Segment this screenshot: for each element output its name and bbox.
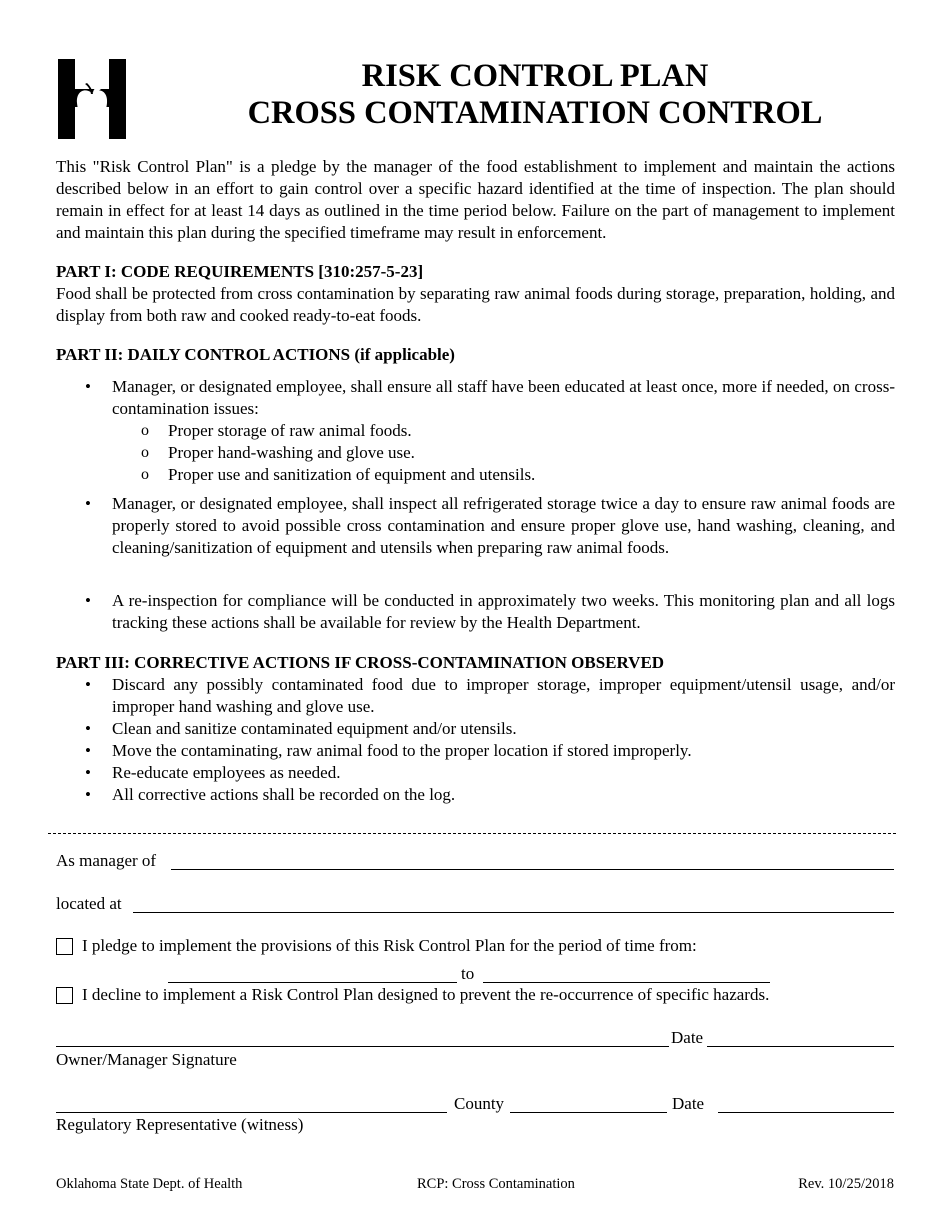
location-field[interactable] bbox=[133, 912, 894, 913]
footer-form-name: RCP: Cross Contamination bbox=[417, 1176, 575, 1192]
regulatory-label: Regulatory Representative (witness) bbox=[56, 1115, 304, 1134]
owner-date-field[interactable] bbox=[707, 1046, 894, 1047]
part3-item: • Re-educate employees as needed. bbox=[56, 762, 895, 784]
part2-sub-list bbox=[112, 420, 895, 486]
part2-bullet-2: • Manager, or designated employee, shall inspect all refrigerated storage twice a day to ensure raw animal foods are properly stored to avoid possible cross contamination and ensure proper glove use, hand washing, cleaning, and cleaning/sanitization of equipment and utensils when preparing raw animal foods. bbox=[56, 493, 895, 559]
part3-item: • Discard any possibly contaminated food due to improper storage, improper equipment/utensil usage, and/or improper hand washing and glove use. bbox=[56, 674, 895, 718]
part3-list bbox=[56, 674, 895, 806]
intro-paragraph: This "Risk Control Plan" is a pledge by the manager of the food establishment to implement and maintain the actions described below in an effort to gain control over a specific hazard identified at the time of inspection. The plan should remain in effect for at least 14 days as outlined in the time period below. Failure on the part of management to implement and maintain this plan during the specified timeframe may result in enforcement. bbox=[56, 157, 895, 242]
period-from-field[interactable] bbox=[168, 982, 457, 983]
county-field[interactable] bbox=[510, 1112, 667, 1113]
part2-sub-item: o Proper storage of raw animal foods. bbox=[112, 420, 895, 442]
owner-signature-field[interactable] bbox=[56, 1046, 669, 1047]
owner-signature-label: Owner/Manager Signature bbox=[56, 1050, 237, 1069]
pledge-checkbox[interactable] bbox=[56, 938, 73, 955]
footer-agency: Oklahoma State Dept. of Health bbox=[56, 1176, 243, 1192]
title-line-1: RISK CONTROL PLAN bbox=[361, 58, 709, 94]
part1-heading: PART I: CODE REQUIREMENTS [310:257-5-23] bbox=[56, 262, 424, 281]
part3-item: • Clean and sanitize contaminated equipment and/or utensils. bbox=[56, 718, 895, 740]
owner-date-label: Date bbox=[671, 1028, 704, 1047]
part3-heading: PART III: CORRECTIVE ACTIONS IF CROSS-CONTAMINATION OBSERVED bbox=[56, 653, 665, 672]
part2-bullet-2-list bbox=[56, 493, 895, 559]
period-to-label: to bbox=[461, 964, 475, 983]
location-label: located at bbox=[56, 894, 122, 913]
part2-bullet-1-list bbox=[56, 376, 895, 486]
dashed-divider bbox=[48, 833, 896, 834]
page-title bbox=[150, 58, 920, 132]
part2-bullet-1-text: Manager, or designated employee, shall ensure all staff have been educated at least once, more if needed, on cross-contamination issues: bbox=[112, 377, 895, 418]
manager-label: As manager of bbox=[56, 851, 157, 870]
regulatory-date-field[interactable] bbox=[718, 1112, 894, 1113]
establishment-name-field[interactable] bbox=[171, 869, 894, 870]
part1-text: Food shall be protected from cross contamination by separating raw animal foods during storage, preparation, holding, and display from both raw and cooked ready-to-eat foods. bbox=[56, 284, 895, 325]
decline-label: I decline to implement a Risk Control Plan designed to prevent the re-occurrence of specific hazards. bbox=[82, 985, 770, 1004]
health-department-logo-icon bbox=[58, 59, 126, 139]
regulatory-signature-field[interactable] bbox=[56, 1112, 447, 1113]
part2-heading: PART II: DAILY CONTROL ACTIONS (if applicable) bbox=[56, 345, 455, 364]
pledge-label: I pledge to implement the provisions of this Risk Control Plan for the period of time from: bbox=[82, 936, 697, 955]
period-to-field[interactable] bbox=[483, 982, 770, 983]
footer-revision: Rev. 10/25/2018 bbox=[798, 1176, 894, 1192]
part3-item: • All corrective actions shall be recorded on the log. bbox=[56, 784, 895, 806]
part2-bullet-3-list bbox=[56, 590, 895, 634]
part2-bullet-1 bbox=[56, 376, 895, 486]
county-label: County bbox=[454, 1094, 505, 1113]
part2-sub-item: o Proper hand-washing and glove use. bbox=[112, 442, 895, 464]
regulatory-date-label: Date bbox=[672, 1094, 705, 1113]
title-line-2: CROSS CONTAMINATION CONTROL bbox=[247, 95, 823, 131]
part3-item: • Move the contaminating, raw animal food to the proper location if stored improperly. bbox=[56, 740, 895, 762]
part2-bullet-3: • A re-inspection for compliance will be conducted in approximately two weeks. This monitoring plan and all logs tracking these actions shall be available for review by the Health Department. bbox=[56, 590, 895, 634]
part2-sub-item: o Proper use and sanitization of equipment and utensils. bbox=[112, 464, 895, 486]
decline-checkbox[interactable] bbox=[56, 987, 73, 1004]
